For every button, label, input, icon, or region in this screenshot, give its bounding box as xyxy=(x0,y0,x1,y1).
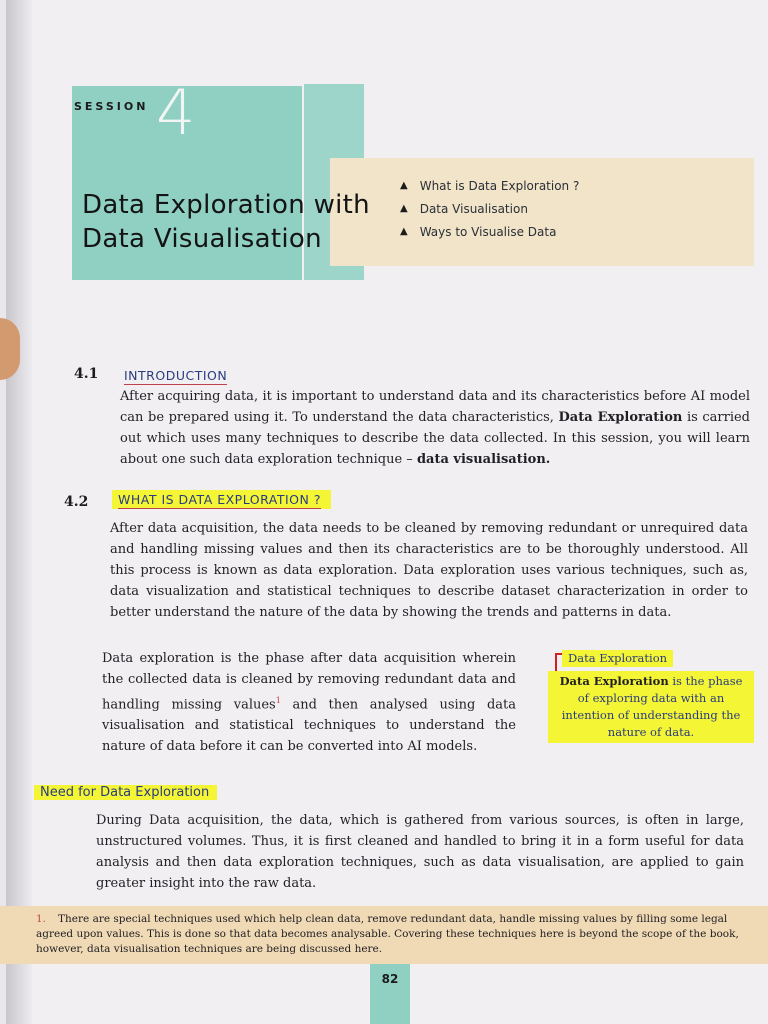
section-4-2-number: 4.2 xyxy=(64,494,89,510)
triangle-bullet-icon: ▲ xyxy=(400,226,408,237)
exploration-paragraph-2: Data exploration is the phase after data acquisition wherein the collected data is cleaned by removing redundant data and handling missing values$^1$ and then analysed using data visualisation and statistical techniques to understand the nature of data before it can be converted into AI models. xyxy=(102,651,517,755)
exploration-paragraph-1: After data acquisition, the data needs to be cleaned by removing redundant or unrequired data and handling missing values and then its characteristics are to be thoroughly understood. All this process is known as data exploration. Data exploration uses various techniques, such as, data visualization and statistical techniques to describe dataset characterization in order to better understand the nature of the data by showing the trends and patterns in data. xyxy=(110,521,748,620)
section-4-1-number: 4.1 xyxy=(74,366,99,382)
callout-body: Data Exploration is the phase of exploring data with an intention of understanding the nature of data. xyxy=(548,671,754,743)
session-label: SESSION xyxy=(74,100,149,113)
session-title xyxy=(82,188,370,256)
topics-list xyxy=(400,174,579,243)
triangle-bullet-icon: ▲ xyxy=(400,203,408,214)
page-number: 82 xyxy=(381,972,399,986)
section-4-1-heading: INTRODUCTION xyxy=(124,368,228,383)
section-4-2-heading: WHAT IS DATA EXPLORATION ? xyxy=(112,490,331,509)
session-number: 4 xyxy=(156,76,196,149)
topic-item: ▲ What is Data Exploration ? xyxy=(400,178,580,193)
session-title-line-1: Data Exploration with xyxy=(82,190,370,220)
need-heading: Need for Data Exploration xyxy=(34,785,217,800)
definition-callout xyxy=(548,650,754,743)
callout-title: Data Exploration xyxy=(562,650,673,667)
introduction-paragraph: After acquiring data, it is important to understand data and its characteristics before AI model can be prepared using it. To understand the data characteristics, Data Exploration is carried out which uses many techniques to describe the data collected. In this session, you will learn about one such data exploration technique – data visualisation. xyxy=(120,389,750,467)
page-gutter-shadow xyxy=(6,0,32,1024)
topic-item: ▲ Ways to Visualise Data xyxy=(400,224,557,239)
need-paragraph: During Data acquisition, the data, which is gathered from various sources, is often in large, unstructured volumes. Thus, it is first cleaned and handled to bring it in a form useful for data analysis and then data exploration techniques, such as data visualisation, are applied to gain greater insight into the raw data. xyxy=(96,813,744,891)
footnote: 1. There are special techniques used which help clean data, remove redundant data, handle missing values by filling some legal agreed upon values. This is done so that data becomes analysable. Covering these techniques here is beyond the scope of the book, however, data visualisation techniques are being discussed here. xyxy=(36,913,739,955)
topic-item: ▲ Data Visualisation xyxy=(400,201,528,216)
triangle-bullet-icon: ▲ xyxy=(400,180,408,191)
session-title-line-2: Data Visualisation xyxy=(82,224,322,254)
